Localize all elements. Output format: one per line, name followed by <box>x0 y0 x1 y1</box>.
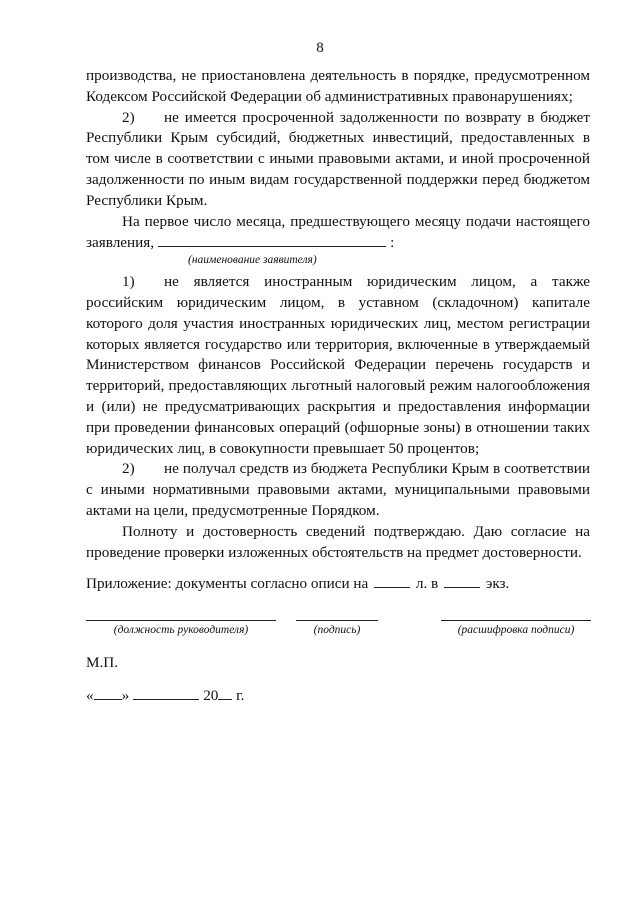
list-item-no-funds <box>86 459 590 521</box>
applicant-name-blank[interactable] <box>158 232 386 247</box>
date-line <box>86 686 244 705</box>
day-blank[interactable] <box>94 686 122 700</box>
signature-line[interactable] <box>296 620 378 621</box>
page-number: 8 <box>316 40 324 56</box>
copy-count-blank[interactable] <box>444 574 480 588</box>
list-item-text: не получал средств из бюджета Республики Крым в соответствии с иными нормативными правовыми актами, муниципальными правовыми актами на цели, предусмотренные Порядком. <box>86 460 590 519</box>
list-item-text: не имеется просроченной задолженности по возврату в бюджет Республики Крым субсидий, бюджетных инвестиций, предоставленных в том числе в соответствии с иными правовыми актами, и иной просроченной задолженности по иным видам государственной поддержки перед бюджетом Республики Крым. <box>86 108 590 209</box>
signature-caption: (подпись) <box>313 624 361 636</box>
attachment-line <box>86 574 509 593</box>
applicant-name-caption: (наименование заявителя) <box>188 254 317 267</box>
sheet-count-blank[interactable] <box>374 574 410 588</box>
attachment-prefix: Приложение: документы согласно описи на <box>86 575 369 592</box>
document-body <box>86 66 590 563</box>
paragraph-applicant-intro <box>86 212 590 255</box>
year-blank[interactable] <box>218 686 232 700</box>
list-item-number: 2) <box>122 108 135 126</box>
year-suffix: г. <box>236 687 245 704</box>
paragraph-continuation: производства, не приостановлена деятельность в порядке, предусмотренном Кодексом Российской Федерации об административных правонарушениях; <box>86 67 590 105</box>
stamp-place-label: М.П. <box>86 654 119 671</box>
intro-colon: : <box>390 234 395 252</box>
date-open-quote: « <box>86 687 94 704</box>
attachment-middle: л. в <box>415 575 439 592</box>
position-caption: (должность руководителя) <box>113 624 249 636</box>
date-close-quote: » <box>121 687 130 704</box>
attachment-suffix: экз. <box>485 575 510 592</box>
list-item-no-debt <box>86 108 590 212</box>
paragraph-consent: Полноту и достоверность сведений подтверждаю. Даю согласие на проведение проверки изложенных обстоятельств на предмет достоверности. <box>86 522 590 561</box>
list-item-number: 2) <box>122 460 135 478</box>
position-signature-line[interactable] <box>86 620 276 621</box>
month-blank[interactable] <box>133 686 199 700</box>
list-item-number: 1) <box>122 273 135 291</box>
list-item-text: не является иностранным юридическим лицом, а также российским юридическим лицом, в уставном (складочном) капитале которого доля участия иностранных юридических лиц, местом регистрации которых является государство или территория, включенные в утверждаемый Министерством финансов Российской Федерации перечень государств и территорий, предоставляющих льготный налоговый режим налогообложения и (или) не предусматривающих раскрытия и предоставления информации при проведении финансовых операций (офшорные зоны) в отношении таких юридических лиц, в совокупности превышает 50 процентов; <box>86 273 590 457</box>
year-prefix: 20 <box>203 687 219 704</box>
list-item-not-foreign <box>86 272 590 459</box>
name-signature-line[interactable] <box>441 620 591 621</box>
intro-text: На первое число месяца, предшествующего месяцу подачи настоящего заявления, <box>86 212 590 252</box>
name-caption: (расшифровка подписи) <box>457 624 575 636</box>
